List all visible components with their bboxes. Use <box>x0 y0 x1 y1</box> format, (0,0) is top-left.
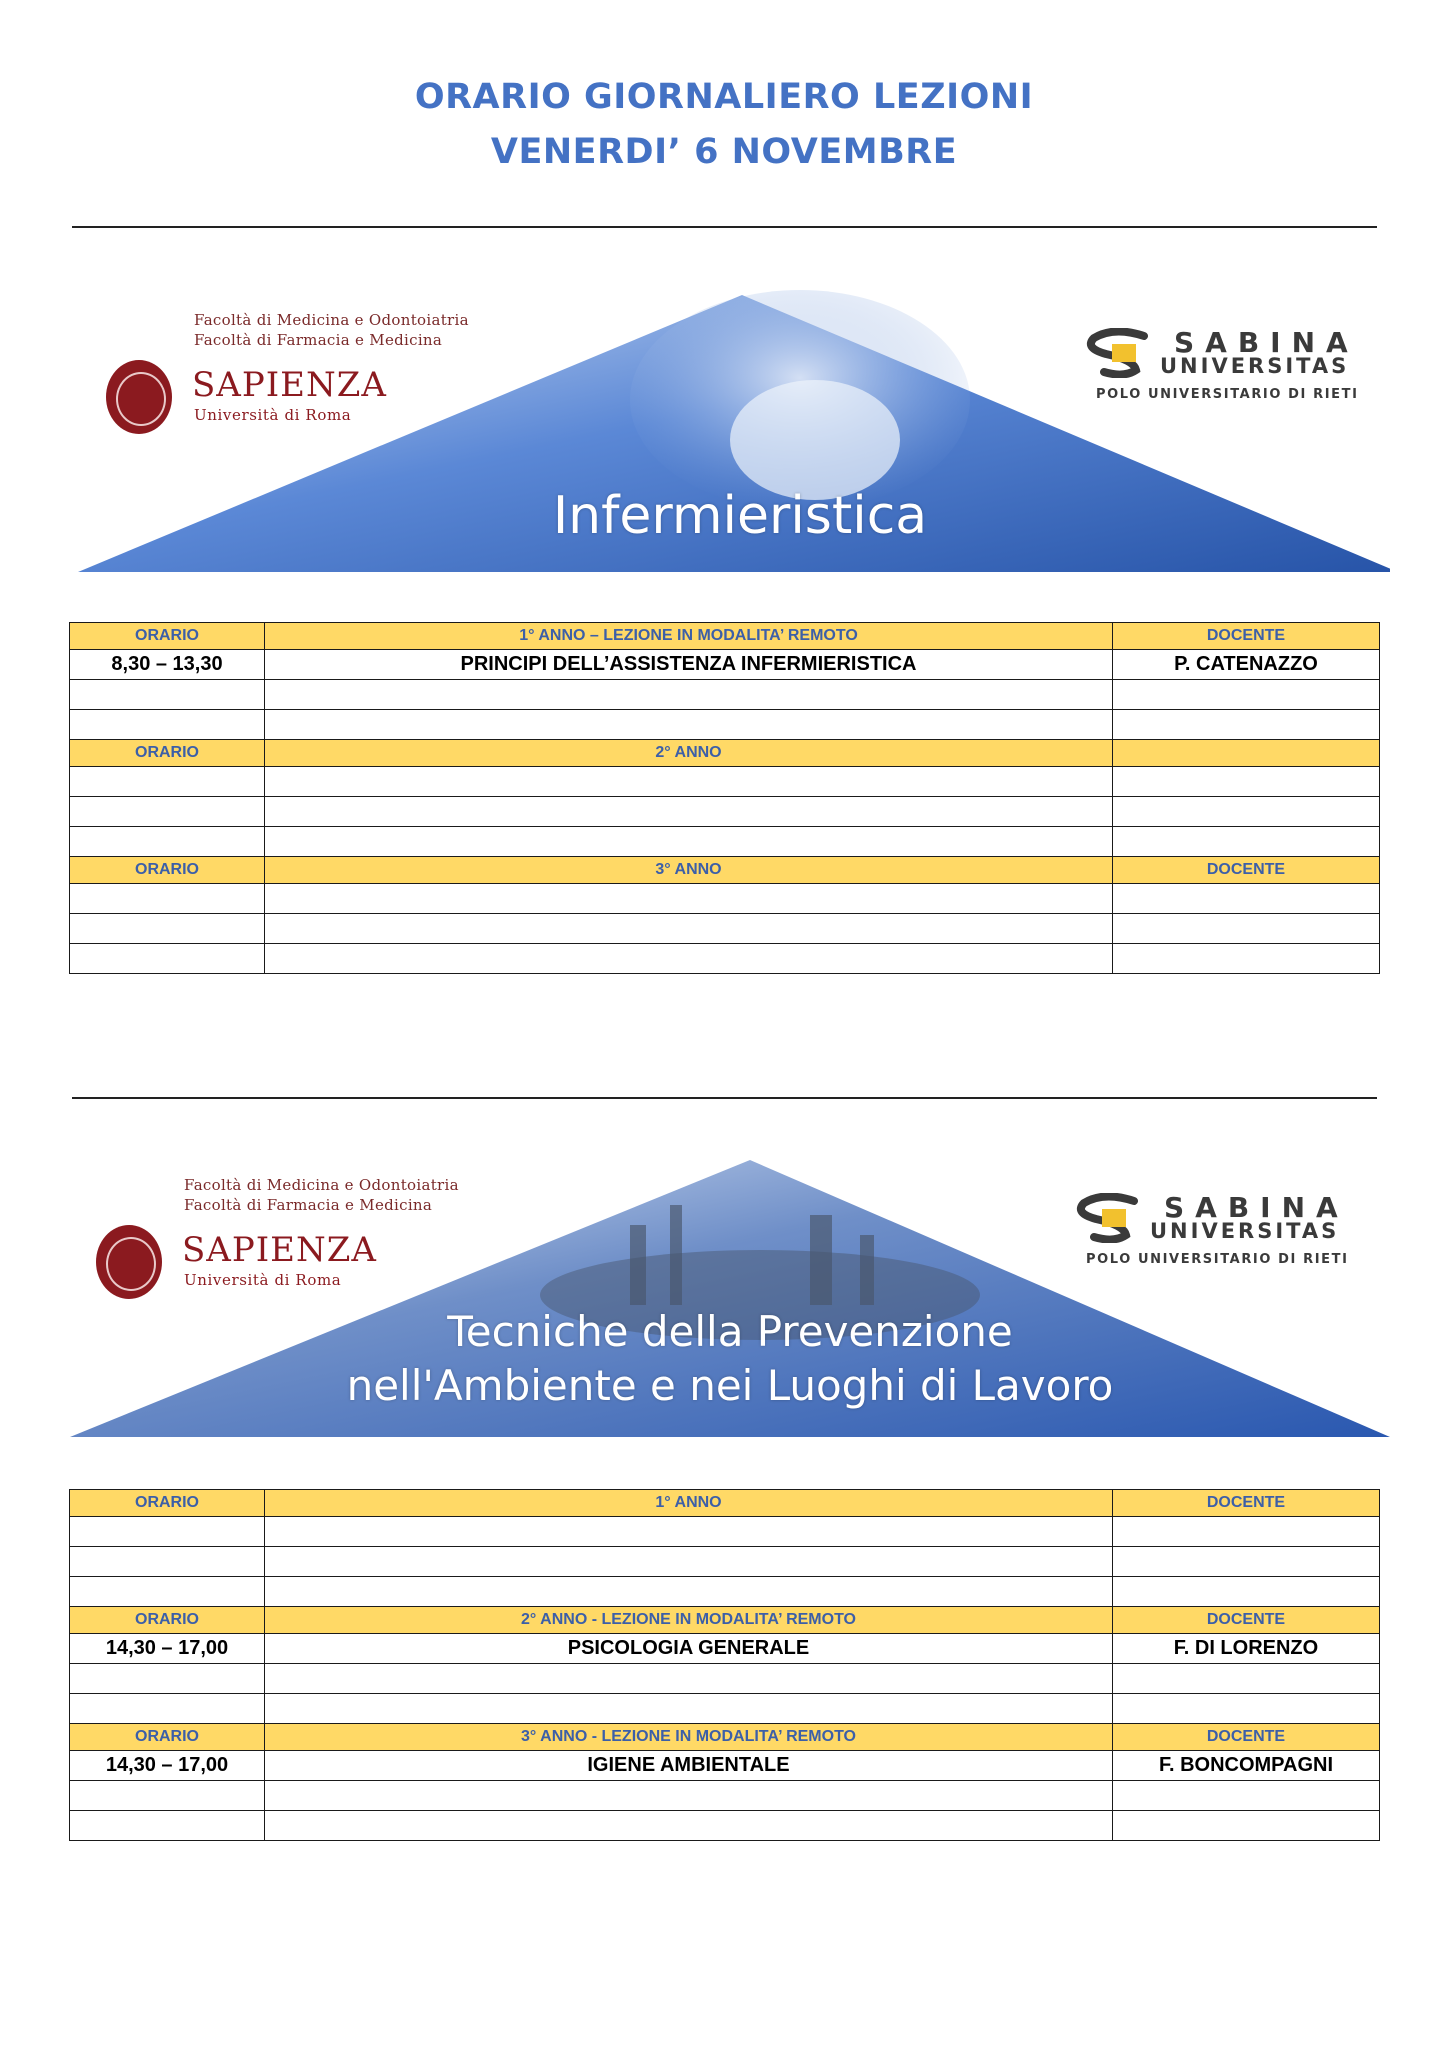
header-cell-orario: ORARIO <box>70 1490 265 1517</box>
cell-orario <box>70 1547 265 1577</box>
divider-middle <box>72 1097 1377 1099</box>
cell-lezione: IGIENE AMBIENTALE <box>265 1751 1113 1781</box>
table-row <box>70 1751 1380 1781</box>
cell-lezione <box>265 944 1113 974</box>
sapienza-logo-name: SAPIENZA <box>192 365 387 405</box>
cell-lezione <box>265 1811 1113 1841</box>
cell-orario <box>70 1781 265 1811</box>
header-cell-anno: 1° ANNO – LEZIONE IN MODALITA’ REMOTO <box>265 623 1113 650</box>
cell-lezione: PSICOLOGIA GENERALE <box>265 1634 1113 1664</box>
cell-lezione <box>265 914 1113 944</box>
cell-docente <box>1113 1547 1380 1577</box>
cell-orario <box>70 914 265 944</box>
table-row <box>70 1517 1380 1547</box>
header-cell-docente: DOCENTE <box>1113 1607 1380 1634</box>
faculty-line-2: Facoltà di Farmacia e Medicina <box>184 1196 433 1214</box>
cell-docente <box>1113 914 1380 944</box>
cell-docente: P. CATENAZZO <box>1113 650 1380 680</box>
cell-lezione <box>265 884 1113 914</box>
cell-lezione: PRINCIPI DELL’ASSISTENZA INFERMIERISTICA <box>265 650 1113 680</box>
table-row <box>70 1577 1380 1607</box>
header-cell-docente: DOCENTE <box>1113 857 1380 884</box>
sapienza-logo-sub: Università di Roma <box>184 1271 342 1289</box>
table-row <box>70 1781 1380 1811</box>
table-row <box>70 710 1380 740</box>
faculty-line-1: Facoltà di Medicina e Odontoiatria <box>184 1176 459 1194</box>
cell-orario: 14,30 – 17,00 <box>70 1751 265 1781</box>
sabina-book-icon <box>1084 328 1164 378</box>
cell-lezione <box>265 710 1113 740</box>
table-row <box>70 1664 1380 1694</box>
cell-docente <box>1113 1694 1380 1724</box>
cell-docente <box>1113 944 1380 974</box>
table-row <box>70 797 1380 827</box>
page-subtitle-date: VENERDI’ 6 NOVEMBRE <box>490 132 958 172</box>
cell-orario <box>70 884 265 914</box>
sabina-logo-name: SABINA <box>1164 1191 1349 1224</box>
sabina-logo-name: SABINA <box>1174 326 1359 359</box>
table-header-row <box>70 857 1380 884</box>
header-cell-anno: 3° ANNO <box>265 857 1113 884</box>
sabina-book-icon <box>1074 1193 1154 1243</box>
header-cell-docente: DOCENTE <box>1113 1490 1380 1517</box>
cell-lezione <box>265 827 1113 857</box>
table-header-row <box>70 1607 1380 1634</box>
cell-orario <box>70 1694 265 1724</box>
table-row <box>70 944 1380 974</box>
cell-docente <box>1113 767 1380 797</box>
sabina-logo-universitas: UNIVERSITAS <box>1160 354 1350 378</box>
sabina-logo-polo: POLO UNIVERSITARIO DI RIETI <box>1086 1252 1349 1267</box>
faculty-line-2: Facoltà di Farmacia e Medicina <box>194 331 443 349</box>
cell-orario <box>70 944 265 974</box>
course-title-line-2: nell'Ambiente e nei Luoghi di Lavoro <box>346 1361 1114 1410</box>
cell-docente <box>1113 1781 1380 1811</box>
header-cell-anno: 2° ANNO <box>265 740 1113 767</box>
cell-lezione <box>265 767 1113 797</box>
header-cell-orario: ORARIO <box>70 623 265 650</box>
cell-orario <box>70 1811 265 1841</box>
cell-docente: F. DI LORENZO <box>1113 1634 1380 1664</box>
sapienza-faculty-text <box>194 310 469 350</box>
cell-docente <box>1113 1811 1380 1841</box>
cell-lezione <box>265 1781 1113 1811</box>
table-row <box>70 914 1380 944</box>
cell-docente <box>1113 680 1380 710</box>
cell-orario <box>70 797 265 827</box>
header-cell-docente: DOCENTE <box>1113 623 1380 650</box>
cell-lezione <box>265 1664 1113 1694</box>
course-title: Infermieristica <box>552 486 928 546</box>
page-title: ORARIO GIORNALIERO LEZIONI <box>414 77 1034 117</box>
sapienza-faculty-text <box>184 1175 459 1215</box>
header-cell-docente: DOCENTE <box>1113 1724 1380 1751</box>
faculty-line-1: Facoltà di Medicina e Odontoiatria <box>194 311 469 329</box>
table-row <box>70 884 1380 914</box>
table-row <box>70 767 1380 797</box>
banner-infermieristica <box>70 290 1390 580</box>
sapienza-logo-sub: Università di Roma <box>194 406 352 424</box>
table-row <box>70 1811 1380 1841</box>
cell-orario: 8,30 – 13,30 <box>70 650 265 680</box>
cell-orario: 14,30 – 17,00 <box>70 1634 265 1664</box>
table-header-row <box>70 1490 1380 1517</box>
cell-lezione <box>265 1694 1113 1724</box>
cell-lezione <box>265 797 1113 827</box>
cell-lezione <box>265 1517 1113 1547</box>
cell-docente <box>1113 884 1380 914</box>
cell-orario <box>70 827 265 857</box>
sapienza-logo-name: SAPIENZA <box>182 1230 377 1270</box>
cell-docente <box>1113 1517 1380 1547</box>
header-cell-anno: 2° ANNO - LEZIONE IN MODALITA’ REMOTO <box>265 1607 1113 1634</box>
sabina-logo-polo: POLO UNIVERSITARIO DI RIETI <box>1096 387 1359 402</box>
header-cell-orario: ORARIO <box>70 740 265 767</box>
cell-orario <box>70 680 265 710</box>
course-title-line-1: Tecniche della Prevenzione <box>447 1307 1013 1356</box>
table-row <box>70 680 1380 710</box>
cell-orario <box>70 710 265 740</box>
table-row <box>70 650 1380 680</box>
header-cell-anno: 1° ANNO <box>265 1490 1113 1517</box>
sapienza-seal-icon <box>106 360 172 434</box>
cell-lezione <box>265 1577 1113 1607</box>
banner-tecniche-prevenzione <box>70 1155 1390 1445</box>
cell-docente <box>1113 797 1380 827</box>
cell-docente <box>1113 1664 1380 1694</box>
table-row <box>70 1547 1380 1577</box>
table-header-row <box>70 623 1380 650</box>
sapienza-seal-icon <box>96 1225 162 1299</box>
cell-orario <box>70 1664 265 1694</box>
schedule-table-infermieristica <box>69 622 1380 974</box>
header-cell-anno: 3° ANNO - LEZIONE IN MODALITA’ REMOTO <box>265 1724 1113 1751</box>
header-cell-docente <box>1113 740 1380 767</box>
cell-docente <box>1113 1577 1380 1607</box>
cell-orario <box>70 767 265 797</box>
table-row <box>70 1694 1380 1724</box>
cell-orario <box>70 1517 265 1547</box>
table-row <box>70 1634 1380 1664</box>
header-cell-orario: ORARIO <box>70 1724 265 1751</box>
table-header-row <box>70 1724 1380 1751</box>
cell-docente <box>1113 827 1380 857</box>
header-cell-orario: ORARIO <box>70 857 265 884</box>
header-cell-orario: ORARIO <box>70 1607 265 1634</box>
cell-lezione <box>265 1547 1113 1577</box>
cell-docente: F. BONCOMPAGNI <box>1113 1751 1380 1781</box>
table-header-row <box>70 740 1380 767</box>
divider-top <box>72 226 1377 228</box>
cell-orario <box>70 1577 265 1607</box>
table-row <box>70 827 1380 857</box>
cell-docente <box>1113 710 1380 740</box>
cell-lezione <box>265 680 1113 710</box>
sabina-logo-universitas: UNIVERSITAS <box>1150 1219 1340 1243</box>
course-title <box>290 1305 1170 1413</box>
schedule-table-tecniche-prevenzione <box>69 1489 1380 1841</box>
